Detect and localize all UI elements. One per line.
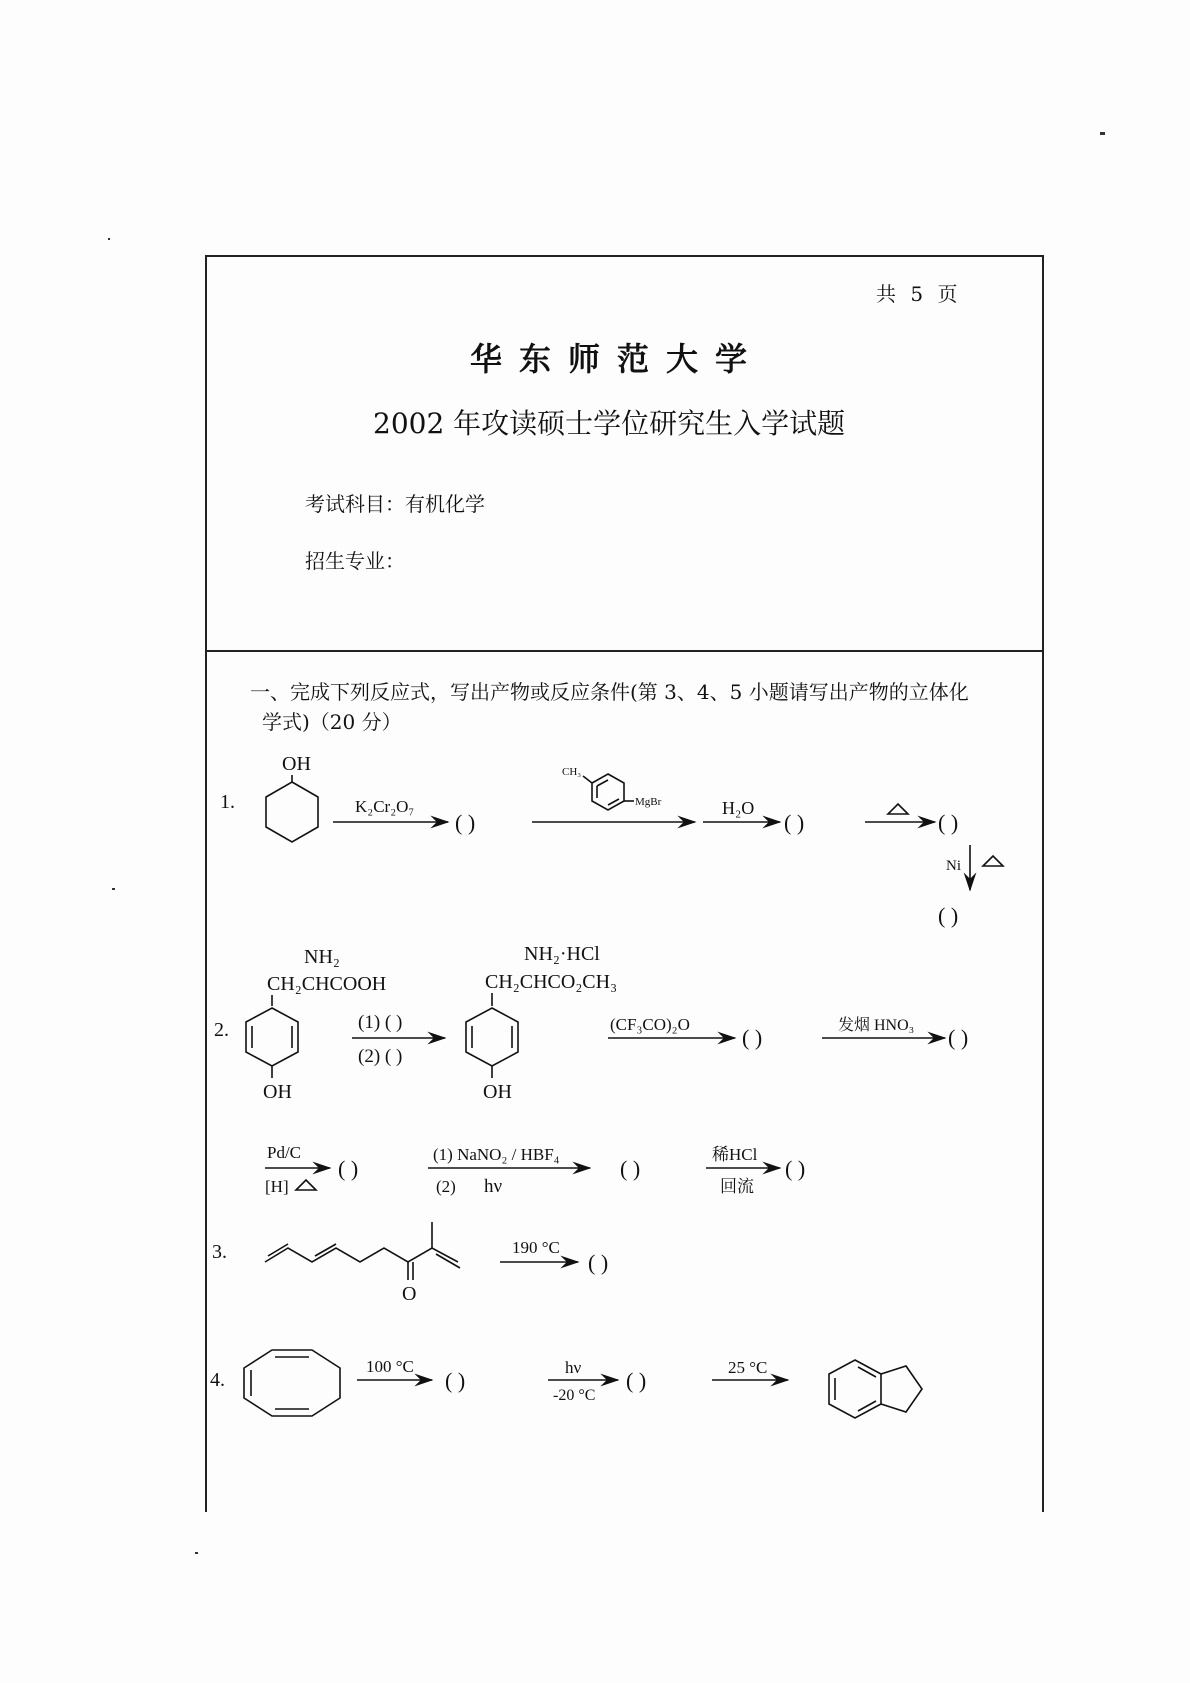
phenol-oh: OH	[263, 1081, 292, 1103]
problem-4-number: 4.	[210, 1369, 225, 1391]
cyclohexane-ring	[266, 782, 318, 842]
carbonyl-oxygen: O	[402, 1283, 417, 1305]
answer-blank: ( )	[338, 1156, 359, 1181]
condition-1: (1) ( )	[358, 1012, 403, 1033]
answer-blank: ( )	[948, 1025, 969, 1050]
light-hv: hν	[484, 1176, 503, 1197]
problem-3-number: 3.	[212, 1241, 227, 1263]
reagent-h: [H]	[265, 1177, 289, 1196]
reagent-tfaa: (CF₃CO)₂O	[610, 1015, 690, 1034]
answer-blank: ( )	[785, 1156, 806, 1181]
reagent-pdc: Pd/C	[267, 1143, 302, 1162]
cyclooctatriene-ring	[244, 1350, 340, 1416]
light-hv: hν	[565, 1358, 582, 1377]
indane-benzene-ring	[829, 1360, 881, 1418]
temperature-minus20: -20 °C	[553, 1387, 596, 1404]
subject-value: 有机化学	[405, 492, 485, 516]
answer-blank: ( )	[938, 903, 959, 928]
heat-icon	[983, 856, 1003, 866]
major-label: 招生专业：	[305, 549, 405, 573]
temperature-100: 100 °C	[366, 1357, 414, 1376]
answer-blank: ( )	[455, 810, 476, 835]
temperature-25: 25 °C	[728, 1358, 768, 1377]
side-chain: CH₂CHCOOH	[267, 973, 387, 995]
reagent-water: H₂O	[722, 798, 755, 818]
university-name: 华东师范大学	[470, 340, 765, 378]
answer-blank: ( )	[626, 1368, 647, 1393]
indane-cyclopentane	[881, 1366, 922, 1412]
answer-blank: ( )	[445, 1368, 466, 1393]
heat-icon	[888, 804, 908, 814]
answer-blank: ( )	[588, 1250, 609, 1275]
phenol-ring	[246, 1008, 298, 1066]
page-count: 共 5 页	[876, 282, 962, 306]
condition-2: (2) ( )	[358, 1046, 403, 1067]
temperature-190: 190 °C	[512, 1238, 560, 1257]
heat-icon	[296, 1180, 316, 1190]
ammonium-group: NH₂·HCl	[524, 943, 600, 965]
phenol-oh: OH	[483, 1081, 512, 1103]
mgbr-group: MgBr	[635, 796, 662, 808]
dienone-skeleton	[265, 1248, 458, 1262]
answer-blank: ( )	[784, 810, 805, 835]
answer-blank: ( )	[742, 1025, 763, 1050]
reagent-ni: Ni	[946, 858, 961, 874]
section-heading-line1: 一、完成下列反应式，写出产物或反应条件(第 3、4、5 小题请写出产物的立体化	[250, 680, 969, 704]
subject-label: 考试科目：	[305, 492, 405, 516]
reagent-k2cr2o7: K₂Cr₂O₇	[355, 797, 415, 816]
exam-title: 2002 年攻读硕士学位研究生入学试题	[373, 407, 846, 440]
answer-blank: ( )	[620, 1156, 641, 1181]
condition-reflux: 回流	[720, 1177, 754, 1196]
problem-2-number: 2.	[214, 1019, 229, 1041]
reagent-dilute-hcl: 稀HCl	[712, 1145, 758, 1164]
oh-group: OH	[282, 753, 311, 775]
phenol-ring	[466, 1008, 518, 1066]
reagent-diazotization: (1) NaNO₂ / HBF₄	[433, 1145, 560, 1164]
problem-1-number: 1.	[220, 791, 235, 813]
amine-group: NH₂	[304, 946, 340, 968]
condition-step-2: (2)	[436, 1177, 456, 1196]
methyl-group: CH₃	[562, 766, 582, 778]
section-heading-line2: 学式)（20 分）	[262, 710, 402, 734]
ester-side-chain: CH₂CHCO₂CH₃	[485, 971, 618, 993]
reagent-fuming-nitric: 发烟 HNO₃	[838, 1017, 915, 1034]
answer-blank: ( )	[938, 810, 959, 835]
